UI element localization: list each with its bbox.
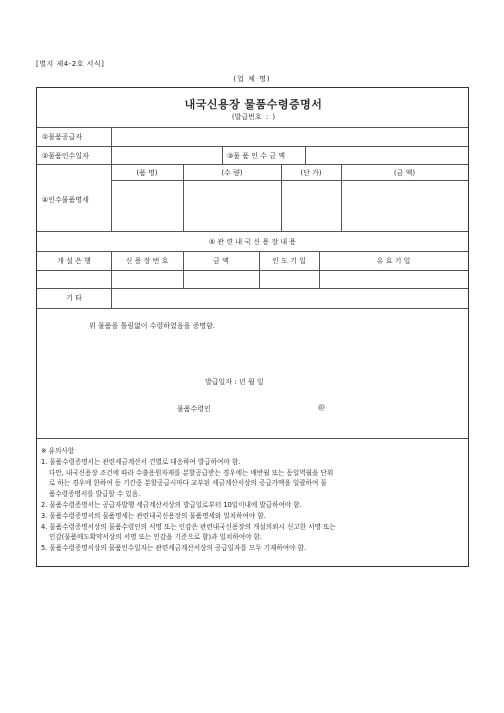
note-line: 로 하는 경우에 한하여 동 기간중 분할공급시마다 교부된 세금계산서상의 공급가액을 일괄하여 물 [49,479,327,488]
note-line: 품수령증명서를 발급할 수 있음. [49,490,141,499]
note-line: 1. 물품수령증명서는 관련세금계산서 건별로 대응하여 발급하여야 함. [41,457,241,466]
form-number-label: [별지 제4-2호 서식] [36,60,105,68]
rule [111,146,112,164]
receiver-label: 물품수령인 [177,405,211,413]
note-line: 다만, 내국신용장 조건에 따라 수출용원자재를 분할공급받는 경우에는 매반월 또는 동일역월을 단위 [49,468,334,477]
lc-delivery-date-header: 인 도 기 일 [272,257,306,265]
lc-section-heading: ⑤ 관 련 내 국 신 용 장 내 용 [208,238,297,246]
issue-number: (발급번호 : ) [231,113,276,121]
note-line: 4. 물품수령증명서상의 물품수령인의 서명 또는 인감은 관련내국신용장의 개설의뢰시 신고한 서명 또는 [41,522,336,531]
form-title: 내국신용장 물품수령증명서 [184,98,323,111]
notes-section [41,446,465,554]
rule [305,146,306,164]
certificate-form [36,87,469,567]
item-amount-header: (금 액) [393,169,416,177]
lc-opening-bank-header: 개 설 은 행 [57,257,91,265]
items-label: ④인수물품명세 [42,196,89,204]
item-name-header: (품 명) [136,169,158,177]
lc-number-header: 신 용 장 번 호 [125,257,169,265]
certification-text: 위 물품을 틀림없이 수령하였음을 증명함. [89,322,216,330]
rule [37,231,468,232]
note-line: 2. 물품수령증명서는 공급자발행 세금계산서상의 발급일로부터 10일이내에 발급하여야 함. [41,500,302,509]
rule [222,146,223,164]
rule [37,251,468,252]
receipt-date-label: ②물품인수일자 [42,152,89,160]
rule [37,146,468,147]
item-quantity-header: (수 량) [221,169,243,177]
note-line: 5. 물품수령증명서상의 물품인수일자는 관련세금계산서상의 공급일자를 모두 기재하여야 함. [41,544,307,553]
item-unit-price-header: (단 가) [300,169,322,177]
rule [37,308,468,309]
supplier-label: ①물품공급자 [42,133,83,141]
company-name-label: (업 체 명) [233,75,271,83]
rule [37,270,468,271]
rule [37,288,468,289]
rule [37,127,468,128]
notes-heading: ※ 유의사항 [41,447,75,455]
receipt-amount-label: ③물 품 인 수 금 액 [227,152,285,160]
issue-date: 발급일자 : 년 월 일 [205,378,264,386]
note-line: 3. 물품수령증명서의 물품명세는 관련내국신용장의 물품명세와 일치하여야 함. [41,511,266,520]
rule [111,180,468,181]
lc-expiry-date-header: 유 효 기 일 [376,257,411,265]
seal-mark: ㊞ [318,404,325,412]
rule [37,438,468,439]
rule [37,164,468,165]
rule [111,127,112,146]
other-label: 기 타 [66,294,82,302]
lc-amount-header: 금 액 [213,257,229,265]
note-line: 인감(물품매도확약서상의 서명 또는 인감을 기준으로 함)과 일치하여야 함. [49,533,262,542]
